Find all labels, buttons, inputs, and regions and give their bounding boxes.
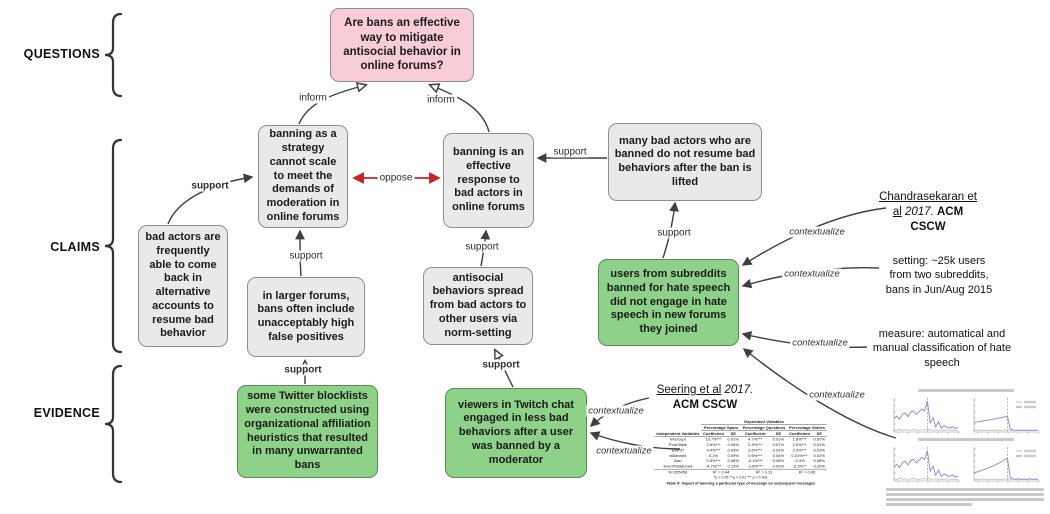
edge-label-contextualize-1: contextualize	[789, 226, 845, 238]
table-significance-note: *p < 0.05 ** p < 0.01 *** p < 0.001	[713, 475, 768, 480]
edge-label-support-1: support	[191, 180, 229, 192]
figure-caption-bar	[886, 503, 972, 506]
edge-label-contextualize-4: contextualize	[809, 389, 865, 401]
citation-authors: Chandrasekaran et al	[879, 191, 977, 218]
question-node[interactable]: Are bans an effective way to mitigate antisocial behavior in online forums?	[330, 8, 474, 82]
figure-caption-bar	[886, 493, 1044, 496]
edge-inform-effective-question	[430, 85, 489, 132]
evidence-node-subreddits[interactable]: users from subreddits banned for hate speech did not engage in hate speech in new forums they joined	[598, 259, 739, 346]
minichart-bottom-right	[968, 443, 1043, 485]
claim-node-norm-setting[interactable]: antisocial behaviors spread from bad actors to other users via norm-setting	[423, 267, 533, 345]
edge-label-support-5: support	[482, 359, 520, 371]
questions-brace	[105, 14, 121, 96]
edge-label-support-7: support	[553, 146, 587, 158]
edge-label-support-2: support	[289, 250, 323, 262]
claim-node-effective[interactable]: banning is an effective response to bad actors in online forums	[443, 133, 534, 228]
citation-year: 2017.	[904, 205, 934, 218]
row-label-questions: QUESTIONS	[23, 47, 100, 61]
evidence-node-twitch[interactable]: viewers in Twitch chat engaged in less bad behaviors after a user was banned by a moderator	[445, 388, 587, 478]
row-label-claims: CLAIMS	[50, 240, 100, 254]
evidence-node-blocklists[interactable]: some Twitter blocklists were constructed using organizational affiliation heuristics that resulted in many unwarranted bans	[237, 385, 378, 478]
table: Dependent Variables Percentage Spam Percentage Questions Percentage Smiles Independent Variables Coefficient SE Coefficient SE Coefficient SE Intercept 13.7%*** 0.01% 4.7%*** 0.01% 1.8%*** 0.00% PriorState 2.6%*** 0.06% 2.3%*** 0.07% 2.0%*** 0.01% Event? 4.4%*** 0.03% 2.6%*** 0.02% 2.2%*** 0.03% isBanned 0.1% 0.09% 0.6%*** 0.04% 0.01%*** 0.02% Ban 0.5%*** 0.08% -0.1%*** 0.08% -0.3% 0.08% Event*isBanned -4.7%*** 0.13% -1.6%*** 0.02% -2.3%** 0.20% N=205456 R² = 0.44 R² = 0.11 R² = 0.06	[656, 419, 825, 475]
figure-row2-title-bar	[918, 438, 1014, 441]
edge-label-contextualize-6: contextualize	[596, 445, 652, 457]
edge-inform-scale-question	[299, 85, 366, 124]
minichart-bottom-left	[888, 443, 963, 485]
figure-caption-bar	[886, 488, 1044, 491]
edge-label-inform-1: inform	[299, 92, 327, 104]
citation-chandrasekaran[interactable]	[878, 190, 978, 235]
citation-venue: ACM CSCW	[910, 205, 964, 233]
evidence-brace	[105, 366, 121, 482]
row-label-evidence: EVIDENCE	[33, 406, 100, 420]
edge-label-contextualize-3: contextualize	[792, 337, 848, 349]
annotation-setting[interactable]: setting: ~25k users from two subreddits, bans in Jun/Aug 2015	[885, 255, 993, 296]
minichart-top-right	[968, 394, 1043, 436]
edge-label-oppose: oppose	[379, 172, 413, 184]
edge-label-inform-2: inform	[427, 94, 455, 106]
annotation-measure[interactable]: measure: automatical and manual classification of hate speech	[872, 328, 1012, 369]
citation-venue: ACM CSCW	[672, 398, 738, 411]
regression-table	[648, 419, 833, 486]
edge-label-contextualize-5: contextualize	[588, 405, 644, 417]
citation-authors: Seering et al	[656, 384, 722, 396]
embedded-table-figure[interactable]	[648, 419, 834, 505]
minichart-top-left	[888, 394, 963, 436]
figure-caption-bar	[886, 498, 1044, 501]
edge-label-support-4: support	[465, 241, 499, 253]
claim-node-no-resume[interactable]: many bad actors who are banned do not resume bad behaviors after the ban is lifted	[608, 123, 762, 201]
figure-row1-title-bar	[918, 389, 1014, 392]
claim-node-cannot-scale[interactable]: banning as a strategy cannot scale to meet the demands of moderation in online forums	[258, 125, 348, 228]
table-caption: Table 9: Impact of banning a particular type of message on subsequent messages	[666, 481, 816, 486]
edge-label-support-3: support	[284, 364, 322, 376]
citation-year: 2017.	[724, 384, 754, 396]
claim-node-false-positives[interactable]: in larger forums, bans often include unacceptably high false positives	[247, 277, 365, 357]
edge-label-contextualize-2: contextualize	[784, 268, 840, 280]
citation-seering[interactable]	[640, 383, 770, 413]
claim-node-comeback[interactable]: bad actors are frequently able to come back in alternative accounts to resume bad behavior	[138, 225, 228, 347]
claims-brace	[105, 140, 121, 352]
edge-label-support-6: support	[657, 227, 691, 239]
embedded-charts-figure[interactable]	[886, 388, 1046, 510]
row-braces	[105, 14, 121, 482]
